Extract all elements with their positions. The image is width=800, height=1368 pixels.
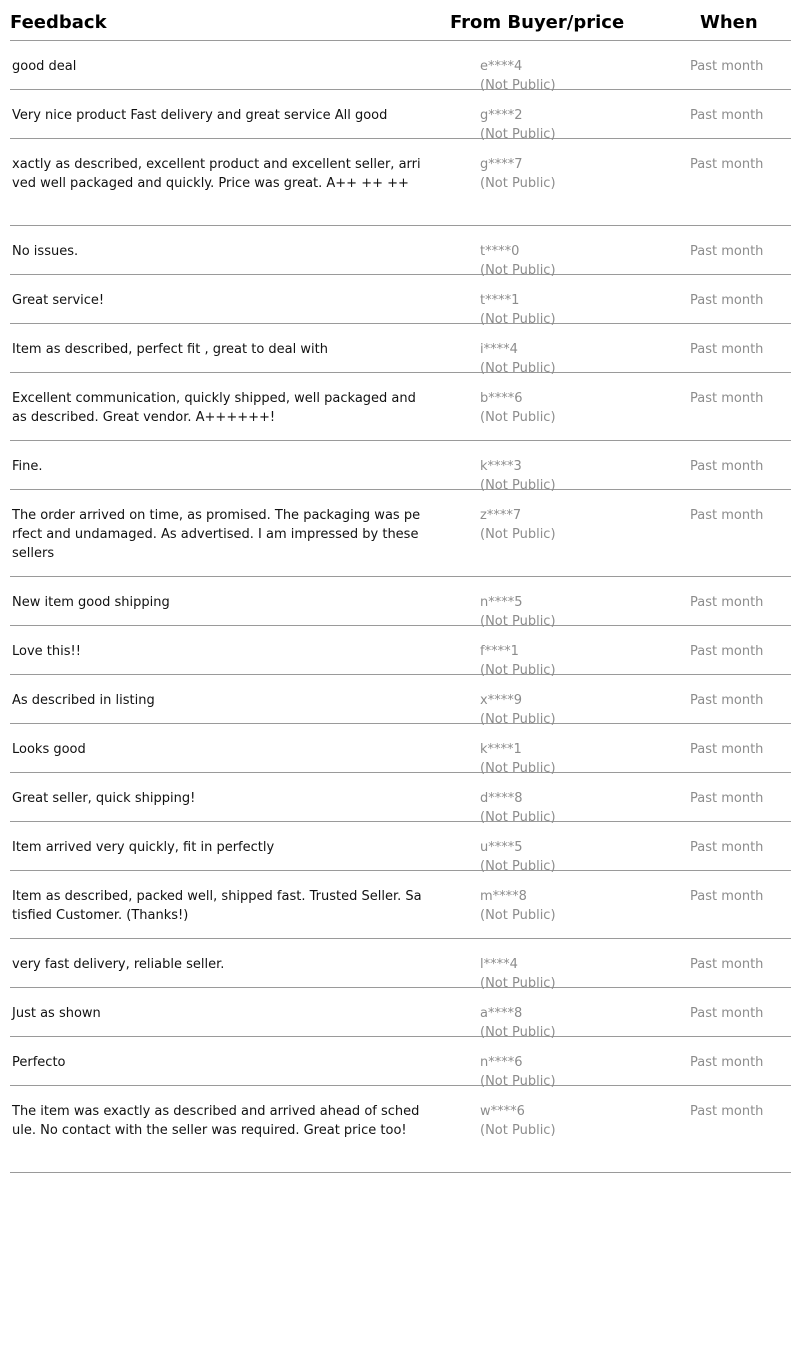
feedback-text: Perfecto (12, 1055, 66, 1070)
price-visibility: (Not Public) (480, 976, 556, 991)
feedback-text: As described in listing (12, 693, 155, 708)
price-visibility: (Not Public) (480, 263, 556, 278)
feedback-when: Past month (690, 244, 764, 259)
price-visibility: (Not Public) (480, 859, 556, 874)
price-visibility: (Not Public) (480, 908, 556, 923)
feedback-row (10, 871, 791, 939)
feedback-text: Just as shown (12, 1006, 101, 1021)
buyer-id: k****1 (480, 742, 522, 757)
buyer-id: x****9 (480, 693, 522, 708)
buyer-cell (480, 506, 556, 544)
feedback-when: Past month (690, 293, 764, 308)
feedback-row (10, 626, 791, 678)
from-buyer-price-column-header: From Buyer/price (450, 12, 625, 33)
feedback-text: very fast delivery, reliable seller. (12, 957, 225, 972)
feedback-text: The item was exactly as described and arrived ahead of schedule. No contact with the seller was required. Great price too! (12, 1104, 420, 1138)
feedback-text: Love this!! (12, 644, 81, 659)
buyer-id: n****6 (480, 1055, 523, 1070)
feedback-row (10, 675, 791, 727)
price-visibility: (Not Public) (480, 1074, 556, 1089)
price-visibility: (Not Public) (480, 663, 556, 678)
feedback-text: No issues. (12, 244, 79, 259)
price-visibility: (Not Public) (480, 312, 556, 327)
price-visibility: (Not Public) (480, 527, 556, 542)
feedback-when: Past month (690, 742, 764, 757)
price-visibility: (Not Public) (480, 361, 556, 376)
buyer-id: m****8 (480, 889, 527, 904)
price-visibility: (Not Public) (480, 478, 556, 493)
feedback-when: Past month (690, 693, 764, 708)
price-visibility: (Not Public) (480, 712, 556, 727)
feedback-row (10, 90, 791, 142)
feedback-text: xactly as described, excellent product and excellent seller, arrived well packaged and quickly. Price was great. A++ ++ ++ (12, 157, 421, 191)
feedback-when: Past month (690, 791, 764, 806)
feedback-text: Very nice product Fast delivery and great service All good (12, 108, 388, 123)
buyer-id: w****6 (480, 1104, 525, 1119)
feedback-when: Past month (690, 459, 764, 474)
feedback-when: Past month (690, 1006, 764, 1021)
feedback-when: Past month (690, 108, 764, 123)
feedback-when: Past month (690, 1055, 764, 1070)
feedback-row (10, 773, 791, 825)
feedback-text: New item good shipping (12, 595, 170, 610)
buyer-cell (480, 1102, 556, 1140)
buyer-id: a****8 (480, 1006, 523, 1021)
feedback-row (10, 577, 791, 629)
feedback-text: Great seller, quick shipping! (12, 791, 196, 806)
price-visibility: (Not Public) (480, 761, 556, 776)
feedback-text: Looks good (12, 742, 86, 757)
feedback-text: Excellent communication, quickly shipped, well packaged and as described. Great vendor. A++++++! (12, 391, 416, 425)
feedback-when: Past month (690, 1104, 764, 1119)
feedback-column-header: Feedback (10, 12, 107, 33)
buyer-id: l****4 (480, 957, 518, 972)
feedback-row (10, 1086, 791, 1173)
price-visibility: (Not Public) (480, 410, 556, 425)
buyer-id: t****1 (480, 293, 520, 308)
feedback-when: Past month (690, 59, 764, 74)
feedback-when: Past month (690, 644, 764, 659)
feedback-text: good deal (12, 59, 77, 74)
feedback-text: The order arrived on time, as promised. The packaging was perfect and undamaged. As advertised. I am impressed by these sellers (12, 508, 421, 561)
feedback-when: Past month (690, 889, 764, 904)
buyer-id: u****5 (480, 840, 523, 855)
feedback-when: Past month (690, 157, 764, 172)
feedback-text: Item as described, perfect fit , great to deal with (12, 342, 328, 357)
buyer-id: f****1 (480, 644, 519, 659)
feedback-text: Item arrived very quickly, fit in perfectly (12, 840, 275, 855)
buyer-id: k****3 (480, 459, 522, 474)
price-visibility: (Not Public) (480, 810, 556, 825)
buyer-id: z****7 (480, 508, 522, 523)
buyer-cell (480, 389, 556, 427)
feedback-text: Item as described, packed well, shipped fast. Trusted Seller. Satisfied Customer. (Thanks!) (12, 889, 422, 923)
feedback-row (10, 724, 791, 776)
buyer-id: n****5 (480, 595, 523, 610)
feedback-when: Past month (690, 840, 764, 855)
buyer-cell (480, 155, 556, 193)
feedback-row (10, 441, 791, 493)
feedback-row (10, 324, 791, 376)
feedback-when: Past month (690, 595, 764, 610)
buyer-id: b****6 (480, 391, 523, 406)
feedback-row (10, 490, 791, 577)
buyer-cell (480, 887, 556, 925)
price-visibility: (Not Public) (480, 614, 556, 629)
price-visibility: (Not Public) (480, 1123, 556, 1138)
buyer-id: i****4 (480, 342, 518, 357)
buyer-id: d****8 (480, 791, 523, 806)
when-column-header: When (700, 12, 758, 33)
buyer-id: e****4 (480, 59, 523, 74)
price-visibility: (Not Public) (480, 176, 556, 191)
feedback-list (10, 41, 791, 1173)
feedback-row (10, 226, 791, 278)
buyer-id: t****0 (480, 244, 520, 259)
feedback-when: Past month (690, 957, 764, 972)
price-visibility: (Not Public) (480, 78, 556, 93)
buyer-id: g****2 (480, 108, 523, 123)
feedback-text: Fine. (12, 459, 43, 474)
feedback-row (10, 1037, 791, 1089)
feedback-row (10, 373, 791, 441)
feedback-when: Past month (690, 391, 764, 406)
feedback-row (10, 822, 791, 874)
feedback-row (10, 139, 791, 226)
feedback-row (10, 988, 791, 1040)
feedback-row (10, 275, 791, 327)
price-visibility: (Not Public) (480, 127, 556, 142)
feedback-row (10, 939, 791, 991)
feedback-when: Past month (690, 342, 764, 357)
feedback-text: Great service! (12, 293, 105, 308)
price-visibility: (Not Public) (480, 1025, 556, 1040)
buyer-id: g****7 (480, 157, 523, 172)
feedback-row (10, 41, 791, 93)
feedback-table-header (10, 0, 791, 41)
feedback-when: Past month (690, 508, 764, 523)
